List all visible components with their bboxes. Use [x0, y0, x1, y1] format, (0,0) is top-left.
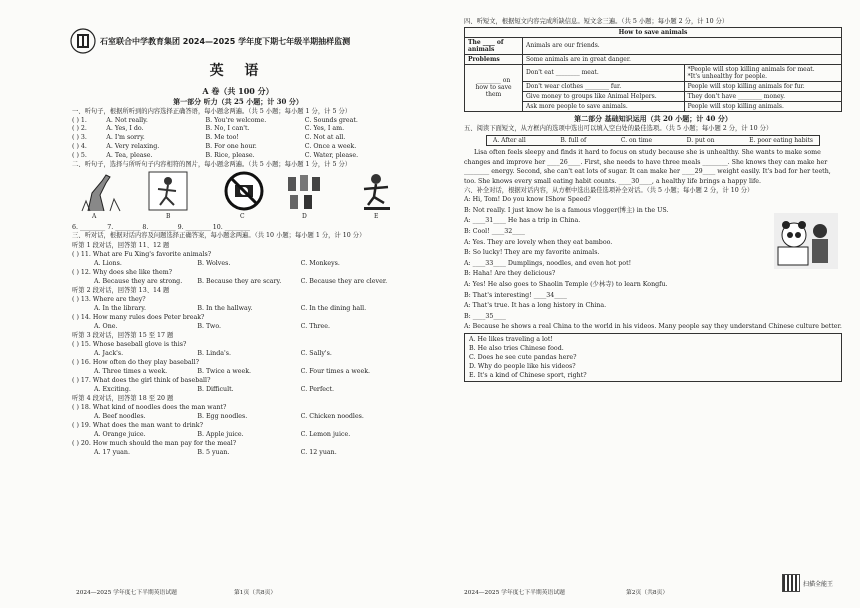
option-a: A. Very relaxing.: [106, 142, 160, 150]
table-d1: *People will stop killing animals for meat.: [687, 65, 815, 73]
dialog-line: A: Hi, Tom! Do you know IShow Speed?: [464, 196, 591, 204]
option-c: C. Lemon juice.: [300, 430, 351, 438]
picture-label-e: E: [374, 213, 379, 221]
school-logo-icon: [70, 26, 96, 56]
table-side-label: how to save them: [475, 84, 512, 99]
question-text: ( ) 19. What does the man want to drink?: [72, 421, 203, 429]
section4-title: 四、听短文，根据短文内容完成所缺信息。短文念三遍。（共 5 小题；每小题 2 分，计 10 分）: [464, 18, 729, 25]
option-b: B. In the hallway.: [197, 304, 253, 312]
school-title: 石室联合中学教育集团 2024—2025 学年度下期七年级半期抽样监测: [100, 37, 351, 46]
option-c: C. In the dining hall.: [300, 304, 367, 312]
table-side-blank: ________ on: [476, 77, 511, 85]
word-option-c: C. on time: [620, 137, 653, 145]
table-r2-label: Problems: [465, 54, 523, 64]
giraffe-picture-icon: [80, 171, 124, 213]
table-c3: Give money to groups like Animal Helpers.: [523, 91, 685, 101]
dialog-option-b: B. He also tries Chinese food.: [469, 344, 564, 352]
picture-label-d: D: [302, 213, 307, 221]
panda-vlogger-picture-icon: [774, 213, 838, 269]
question-text: ( ) 20. How much should the man pay for the meal?: [72, 439, 237, 447]
question-number: ( ) 5.: [72, 151, 87, 159]
option-c: C. Sally's.: [300, 349, 332, 357]
drinks-picture-icon: [284, 171, 328, 213]
table-d3: People will stop killing animals for fur.: [684, 81, 841, 91]
option-b: B. Linda's.: [197, 349, 231, 357]
dialog-line: B: Cool! ____32____: [464, 227, 525, 235]
option-a: A. Not really.: [106, 116, 148, 124]
word-bank: [486, 135, 820, 146]
option-a: A. Three times a week.: [94, 367, 168, 375]
question-text: ( ) 12. Why does she like them?: [72, 268, 173, 276]
dialog-line: A: ____33____ Dumplings, noodles, and even hot pot!: [464, 259, 632, 267]
dialog-line: B: That's interesting! ____34____: [464, 291, 567, 299]
question-row: [72, 143, 404, 152]
dialog-group-intro: 听第 3 段对话，回答第 15 至 17 题: [72, 331, 174, 339]
question-options: [72, 430, 404, 439]
right-page: [440, 0, 860, 608]
option-b: B. Difficult.: [197, 385, 234, 393]
section3-title: 三、听对话，根据对话内容及问题选择正确答案，每小题念两遍。（共 10 小题；每小题 1 分，计 10 分）: [72, 232, 366, 240]
table-r1-text: Animals are our friends.: [523, 37, 842, 54]
option-a: A. I'm sorry.: [106, 134, 145, 142]
word-option-b: B. full of: [560, 137, 587, 145]
word-option-d: D. put on: [686, 137, 715, 145]
option-b: B. Me too!: [205, 134, 239, 142]
section5-title: 五、阅读下面短文，从方框内的选项中选出可以填入空白处的最佳选项。（共 5 小题；每小题 2 分，计 10 分）: [464, 124, 773, 132]
dialog-line: A: Because he shows a real China to the world in his videos. Many people say they understand Chinese culture better.: [464, 323, 842, 331]
dialog-line: A: Yes. They are lovely when they eat bamboo.: [464, 238, 613, 246]
option-c: C. Three.: [300, 322, 330, 330]
part2-title: 第二部分 基础知识运用（共 20 小题；计 40 分）: [574, 113, 732, 123]
dialog-options-box: [464, 333, 842, 382]
question-number: ( ) 1.: [72, 116, 87, 124]
option-b: B. Because they are scary.: [197, 277, 282, 285]
option-a: A. Tea, please.: [106, 151, 153, 159]
volume-title: A 卷（共 100 分）: [202, 86, 274, 96]
option-c: C. Perfect.: [300, 385, 335, 393]
question-row: [72, 125, 404, 134]
section1-questions: [72, 117, 404, 161]
option-b: B. Rice, please.: [205, 151, 255, 159]
page-number-right: 第2页（共8页）: [626, 590, 669, 596]
table-r1-label: The ____ of animals: [465, 37, 523, 54]
question-text: ( ) 11. What are Fu Xing's favorite animals?: [72, 250, 212, 258]
question-text: ( ) 14. How many rules does Peter break?: [72, 313, 205, 321]
option-b: B. 5 yuan.: [197, 448, 230, 456]
page-number-left: 第1页（共8页）: [234, 590, 277, 596]
part1-title: 第一部分 听力（共 25 小题；计 30 分）: [173, 97, 303, 106]
option-c: C. Sounds great.: [304, 116, 358, 124]
option-c: C. 12 yuan.: [300, 448, 337, 456]
question-text: ( ) 18. What kind of noodles does the man want?: [72, 403, 227, 411]
dialog-option-d: D. Why do people like his videos?: [469, 362, 576, 370]
option-c: C. Yes, I am.: [304, 125, 345, 133]
section3-questions: [72, 241, 404, 457]
table-c1: Don't eat ________ meat.: [523, 64, 685, 81]
question-text: ( ) 13. Where are they?: [72, 295, 146, 303]
dialog-group-intro: 听第 2 段对话，回答第 13、14 题: [72, 286, 170, 294]
option-b: B. Twice a week.: [197, 367, 252, 375]
option-a: A. Lions.: [94, 259, 122, 267]
dialog-option-e: E. It's a kind of Chinese sport, right?: [469, 371, 587, 379]
dialog-line: B: ____35____: [464, 312, 506, 320]
dialog-line: A: Yes! He also goes to Shaolin Temple (少林寺) to learn Kongfu.: [464, 280, 668, 288]
dialog-line: A: That's true. It has a long history in China.: [464, 302, 607, 310]
section6-title: 六、补全对话，根据对话内容，从方框中选出最佳选项补全对话。（共 5 小题；每小题 2 分，计 10 分）: [464, 186, 754, 194]
option-a: A. Orange juice.: [94, 430, 146, 438]
exam-header: [72, 30, 404, 56]
question-row: [72, 134, 404, 143]
option-a: A. Beef noodles.: [94, 412, 146, 420]
dialog-line: B: Not really. I just know he is a famous vlogger(博主) in the US.: [464, 206, 669, 214]
option-b: B. For one hour.: [205, 142, 257, 150]
dialog-option-a: A. He likes traveling a lot!: [469, 335, 553, 343]
qr-code-icon: [782, 574, 800, 592]
question-options: [72, 277, 404, 286]
table-c2: Don't wear clothes ________ fur.: [523, 81, 685, 91]
subject-title: 英 语: [209, 63, 267, 79]
student-running-picture-icon: [148, 171, 188, 211]
question-text: ( ) 17. What does the girl think of baseball?: [72, 376, 211, 384]
picture-row: [72, 171, 404, 223]
table-r2-text: Some animals are in great danger.: [523, 54, 842, 64]
dialog-line: B: So lucky! They are my favorite animals.: [464, 249, 600, 257]
option-b: B. Two.: [197, 322, 222, 330]
option-c: C. Once a week.: [304, 142, 357, 150]
question-number: ( ) 3.: [72, 134, 87, 142]
option-a: A. 17 yuan.: [94, 448, 130, 456]
dialog-option-c: C. Does he see cute pandas here?: [469, 353, 577, 361]
picture-label-c: C: [240, 213, 245, 221]
question-options: [72, 259, 404, 268]
question-options: [72, 322, 404, 331]
scanner-text: 扫描全能王: [803, 580, 834, 588]
section2-blanks: 6. ________ 7. ________ 8. ________ 9. ________ 10. ________: [72, 224, 250, 232]
table-last: Ask more people to save animals.: [523, 101, 685, 111]
scanner-watermark: [782, 572, 860, 594]
dialog-group-intro: 听第 4 段对话，回答第 18 至 20 题: [72, 394, 174, 402]
word-option-e: E. poor eating habits: [749, 137, 813, 145]
picture-label-b: B: [166, 213, 171, 221]
option-c: C. Not at all.: [304, 134, 346, 142]
section2-title: 二、听句子，选择与所听句子内容相符的图片，每小题念两遍。（共 5 小题；每小题 1 分，计 5 分）: [72, 160, 352, 168]
option-c: C. Chicken noodles.: [300, 412, 364, 420]
question-row: [72, 117, 404, 126]
question-options: [72, 448, 404, 457]
question-text: ( ) 16. How often do they play baseball?: [72, 358, 200, 366]
dialog-group-intro: 听第 1 段对话，回答第 11、12 题: [72, 241, 170, 249]
option-c: C. Monkeys.: [300, 259, 340, 267]
question-options: [72, 349, 404, 358]
table-d4: They don't have ________ money.: [684, 91, 841, 101]
option-b: B. Wolves.: [197, 259, 231, 267]
option-b: B. You're welcome.: [205, 116, 267, 124]
option-b: B. Egg noodles.: [197, 412, 248, 420]
option-a: A. In the library.: [94, 304, 146, 312]
no-camera-picture-icon: [224, 171, 264, 211]
question-number: ( ) 4.: [72, 142, 87, 150]
question-options: [72, 412, 404, 421]
section5-passage: Lisa often feels sleepy and finds it hard to focus on study because she is unhealthy. She wants to make some changes and improve her ____26____. First, she needs to have three meals ________. She knows they can make her ________ energy. Second, she can't eat lots of sugar. It can make her ____29____ weight easily. It's bad for her teeth, too. She knows every small eating habit counts. ____30____, a healthy life brings a happy life.: [464, 149, 831, 185]
table-last2: People will stop killing animals.: [684, 101, 841, 111]
question-options: [72, 367, 404, 376]
option-c: C. Four times a week.: [300, 367, 371, 375]
footer-left: 2024—2025 学年度七下半期英语试题: [76, 590, 177, 596]
option-c: C. Because they are clever.: [300, 277, 388, 285]
question-row: [72, 152, 404, 161]
option-b: B. Apple juice.: [197, 430, 244, 438]
table-d2: *It's unhealthy for people.: [687, 72, 768, 80]
option-a: A. Jack's.: [94, 349, 124, 357]
picture-label-a: A: [92, 213, 97, 221]
dialog-line: A: ____31____ He has a trip in China.: [464, 217, 581, 225]
option-c: C. Water, please.: [304, 151, 359, 159]
dialog-line: B: Haha! Are they delicious?: [464, 270, 556, 278]
animals-table: [464, 27, 842, 112]
section1-title: 一、听句子，根据所听到的内容选择正确答语，每小题念两遍。（共 5 小题；每小题 1 分，计 5 分）: [72, 108, 352, 115]
question-text: ( ) 15. Whose baseball glove is this?: [72, 340, 187, 348]
option-a: A. One.: [94, 322, 118, 330]
table-side-cell: [465, 64, 523, 111]
question-options: [72, 304, 404, 313]
skateboarder-picture-icon: [356, 171, 396, 213]
question-number: ( ) 2.: [72, 125, 87, 133]
option-a: A. Yes, I do.: [106, 125, 144, 133]
option-a: A. Because they are strong.: [94, 277, 183, 285]
option-b: B. No, I can't.: [205, 125, 250, 133]
option-a: A. Exciting.: [94, 385, 131, 393]
footer-right: 2024—2025 学年度七下半期英语试题: [464, 590, 565, 596]
question-options: [72, 385, 404, 394]
table-title: How to save animals: [465, 27, 842, 37]
word-option-a: A. After all: [493, 137, 526, 145]
